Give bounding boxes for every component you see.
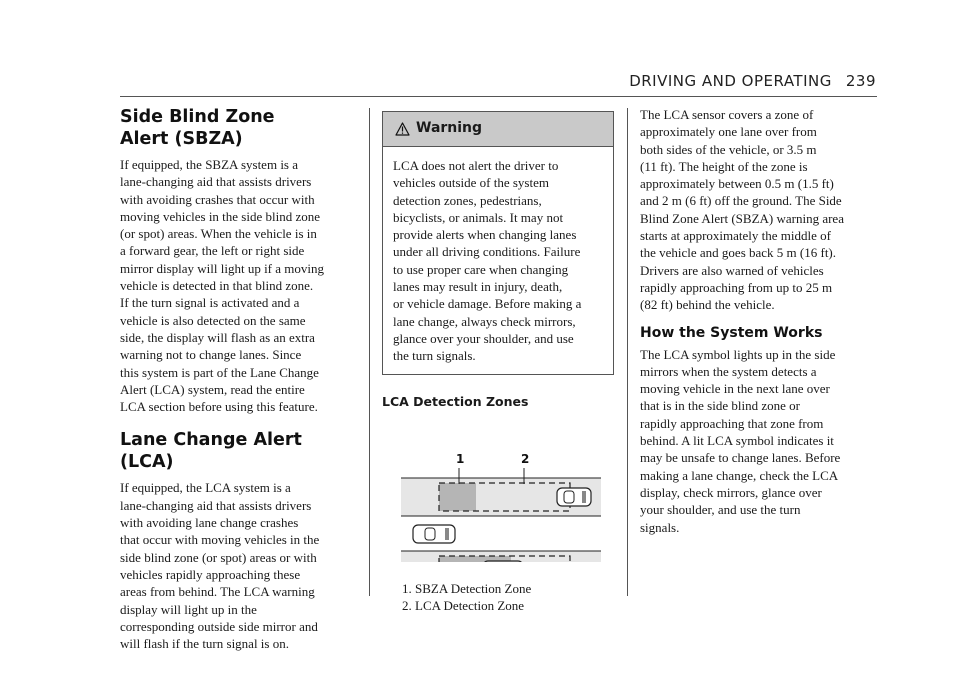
- text-line: vehicles rapidly approaching these: [120, 566, 301, 582]
- column-divider-2: [627, 108, 628, 596]
- text-line: lane-changing aid that assists drivers: [120, 497, 312, 513]
- text-line: rapidly approaching that zone from: [640, 415, 824, 431]
- text-line: display, check mirrors, glance over: [640, 484, 822, 500]
- text-line: to use proper care when changing: [393, 261, 569, 277]
- column-divider-1: [369, 108, 370, 596]
- legend-item: 1. SBZA Detection Zone: [402, 580, 532, 596]
- text-line: (11 ft). The height of the zone is: [640, 158, 808, 174]
- warning-header: [383, 112, 613, 147]
- text-line: moving vehicle in the next lane over: [640, 381, 830, 397]
- section-name: DRIVING AND OPERATING: [629, 72, 832, 90]
- host-vehicle: [413, 525, 455, 543]
- vehicle-top-lane: [557, 488, 591, 506]
- figure-title: LCA Detection Zones: [382, 393, 529, 409]
- lca-detection-zones-diagram: [387, 432, 607, 562]
- text-line: (82 ft) behind the vehicle.: [640, 297, 775, 313]
- text-line: approximately between 0.5 m (1.5 ft): [640, 176, 834, 192]
- how-system-works-paragraph: [640, 346, 880, 536]
- text-line: this system is part of the Lane Change: [120, 364, 319, 380]
- sbza-heading-line1: Side Blind Zone: [120, 107, 275, 127]
- text-line: that occur with moving vehicles in the: [120, 532, 320, 548]
- vehicle-bottom-lane: [483, 561, 523, 562]
- text-line: mirrors when the system detects a: [640, 363, 817, 379]
- warning-text: [383, 147, 613, 374]
- text-line: will flash if the turn signal is on.: [120, 636, 289, 652]
- column-3: [640, 106, 880, 546]
- text-line: behind. A lit LCA symbol indicates it: [640, 433, 834, 449]
- text-line: corresponding outside side mirror and: [120, 618, 318, 634]
- text-line: moving vehicles in the side blind zone: [120, 208, 321, 224]
- text-line: vehicles outside of the system: [393, 175, 549, 191]
- text-line: making a lane change, check the LCA: [640, 467, 839, 483]
- text-line: areas from behind. The LCA warning: [120, 584, 315, 600]
- warning-box: [382, 111, 614, 375]
- text-line: that is in the side blind zone or: [640, 398, 800, 414]
- text-line: If the turn signal is activated and a: [120, 295, 300, 311]
- text-line: LCA does not alert the driver to: [393, 158, 559, 173]
- text-line: Alert (LCA) system, read the entire: [120, 381, 305, 397]
- text-line: may be unsafe to change lanes. Before: [640, 450, 841, 466]
- text-line: lane-changing aid that assists drivers: [120, 174, 312, 190]
- lca-sensor-paragraph: [640, 106, 880, 314]
- sbza-heading: [120, 106, 356, 150]
- text-line: (or spot) areas. When the vehicle is in: [120, 226, 317, 242]
- callout-label-2: 2: [521, 451, 530, 466]
- figure-legend: [382, 580, 614, 615]
- text-line: a forward gear, the left or right side: [120, 243, 305, 259]
- text-line: under all driving conditions. Failure: [393, 244, 581, 260]
- lca-heading: Lane Change Alert (LCA): [120, 430, 302, 473]
- text-line: bicyclists, or animals. It may not: [393, 209, 564, 225]
- text-line: both sides of the vehicle, or 3.5 m: [640, 141, 817, 157]
- text-line: or vehicle damage. Before making a: [393, 296, 582, 312]
- text-line: with avoiding crashes that occur with: [120, 191, 315, 207]
- text-line: warning not to change lanes. Since: [120, 347, 302, 363]
- text-line: side, the display will flash as an extra: [120, 329, 315, 345]
- page-number: 239: [845, 72, 876, 90]
- text-line: If equipped, the LCA system is a: [120, 480, 291, 496]
- text-line: Blind Zone Alert (SBZA) warning area: [640, 210, 844, 226]
- text-line: detection zones, pedestrians,: [393, 192, 542, 208]
- text-line: vehicle is detected in that blind zone.: [120, 278, 314, 294]
- text-line: your shoulder, and use the turn: [640, 502, 801, 518]
- text-line: and 2 m (6 ft) off the ground. The Side: [640, 193, 842, 209]
- text-line: provide alerts when changing lanes: [393, 227, 577, 243]
- running-header: [629, 72, 876, 90]
- callout-label-1: 1: [456, 451, 465, 466]
- warning-triangle-icon: [395, 122, 410, 136]
- lca-paragraph: [120, 479, 356, 652]
- text-line: display will light up in the: [120, 601, 257, 617]
- text-line: mirror display will light up if a moving: [120, 260, 325, 276]
- text-line: signals.: [640, 519, 680, 535]
- text-line: If equipped, the SBZA system is a: [120, 157, 299, 172]
- header-rule: [120, 96, 877, 97]
- text-line: approximately one lane over from: [640, 124, 817, 140]
- text-line: lanes may result in injury, death,: [393, 279, 563, 295]
- text-line: The LCA symbol lights up in the side: [640, 346, 836, 362]
- warning-title: Warning: [416, 120, 483, 137]
- sbza-zone-top: [439, 483, 476, 511]
- text-line: The LCA sensor covers a zone of: [640, 107, 814, 122]
- text-line: starts at approximately the middle of: [640, 228, 831, 244]
- sbza-paragraph: [120, 156, 356, 415]
- legend-item: 2. LCA Detection Zone: [402, 598, 525, 614]
- text-line: side blind zone (or spot) areas or with: [120, 549, 317, 565]
- text-line: the turn signals.: [393, 348, 476, 364]
- sbza-heading-line2: Alert (SBZA): [120, 129, 243, 149]
- text-line: lane change, always check mirrors,: [393, 313, 576, 329]
- text-line: vehicle is also detected on the same: [120, 312, 306, 328]
- column-2: [382, 106, 614, 614]
- how-system-works-heading: How the System Works: [640, 324, 823, 341]
- text-line: with avoiding lane change crashes: [120, 515, 299, 531]
- text-line: LCA section before using this feature.: [120, 399, 318, 415]
- text-line: Drivers are also warned of vehicles: [640, 262, 824, 278]
- text-line: rapidly approaching from up to 25 m: [640, 279, 833, 295]
- text-line: the vehicle and goes back 5 m (16 ft).: [640, 245, 837, 261]
- text-line: glance over your shoulder, and use: [393, 330, 574, 346]
- column-1: [120, 106, 356, 662]
